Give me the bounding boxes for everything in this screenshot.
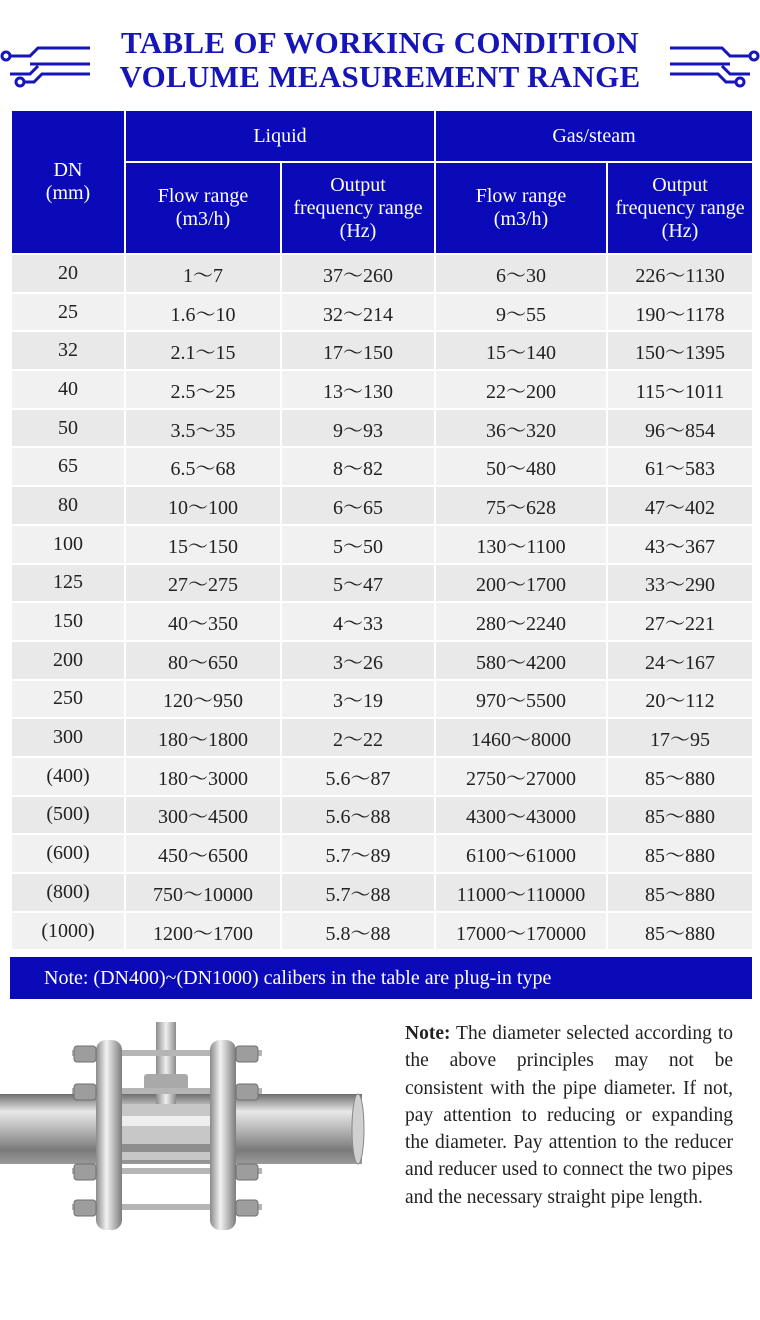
cell-liquid-output-frequency: 5.6〜88 [281, 796, 435, 835]
cell-gas-output-frequency: 85〜880 [607, 757, 753, 796]
cell-dn: 125 [11, 564, 125, 603]
table-row [11, 409, 753, 448]
cell-dn: 80 [11, 486, 125, 525]
cell-gas-output-frequency: 190〜1178 [607, 293, 753, 332]
cell-liquid-output-frequency: 6〜65 [281, 486, 435, 525]
cell-gas-output-frequency: 61〜583 [607, 447, 753, 486]
cell-gas-output-frequency: 33〜290 [607, 564, 753, 603]
cell-dn: (500) [11, 796, 125, 835]
cell-gas-flow-range: 17000〜170000 [435, 912, 607, 951]
cell-gas-flow-range: 22〜200 [435, 370, 607, 409]
cell-dn: (400) [11, 757, 125, 796]
cell-liquid-output-frequency: 37〜260 [281, 254, 435, 293]
cell-gas-flow-range: 75〜628 [435, 486, 607, 525]
table-row [11, 680, 753, 719]
table-row [11, 331, 753, 370]
cell-gas-flow-range: 4300〜43000 [435, 796, 607, 835]
table-row [11, 525, 753, 564]
cell-gas-flow-range: 2750〜27000 [435, 757, 607, 796]
cell-gas-output-frequency: 226〜1130 [607, 254, 753, 293]
cell-dn: 50 [11, 409, 125, 448]
cell-liquid-flow-range: 40〜350 [125, 602, 281, 641]
cell-dn: 65 [11, 447, 125, 486]
cell-liquid-flow-range: 450〜6500 [125, 834, 281, 873]
header-liquid-output-frequency: Output frequency range (Hz) [281, 162, 435, 254]
cell-gas-output-frequency: 115〜1011 [607, 370, 753, 409]
cell-gas-flow-range: 130〜1100 [435, 525, 607, 564]
cell-liquid-output-frequency: 32〜214 [281, 293, 435, 332]
cell-liquid-flow-range: 300〜4500 [125, 796, 281, 835]
cell-gas-output-frequency: 27〜221 [607, 602, 753, 641]
cell-dn: 100 [11, 525, 125, 564]
cell-gas-output-frequency: 85〜880 [607, 912, 753, 951]
cell-liquid-output-frequency: 9〜93 [281, 409, 435, 448]
table-footer-note: Note: (DN400)~(DN1000) calibers in the table are plug-in type [10, 957, 752, 999]
table-row [11, 447, 753, 486]
cell-liquid-flow-range: 180〜3000 [125, 757, 281, 796]
cell-gas-output-frequency: 43〜367 [607, 525, 753, 564]
cell-liquid-output-frequency: 2〜22 [281, 718, 435, 757]
circuit-decoration-right-icon [668, 42, 760, 92]
table-row [11, 834, 753, 873]
cell-dn: 25 [11, 293, 125, 332]
table-row [11, 370, 753, 409]
cell-gas-output-frequency: 17〜95 [607, 718, 753, 757]
table-body [11, 254, 753, 950]
cell-liquid-flow-range: 120〜950 [125, 680, 281, 719]
cell-gas-flow-range: 11000〜110000 [435, 873, 607, 912]
cell-gas-flow-range: 6〜30 [435, 254, 607, 293]
page-title-line2: VOLUME MEASUREMENT RANGE [119, 59, 641, 94]
header-gas-flow-range: Flow range (m3/h) [435, 162, 607, 254]
cell-liquid-flow-range: 750〜10000 [125, 873, 281, 912]
table-row [11, 602, 753, 641]
cell-liquid-output-frequency: 4〜33 [281, 602, 435, 641]
cell-gas-flow-range: 15〜140 [435, 331, 607, 370]
table-row [11, 796, 753, 835]
cell-dn: 40 [11, 370, 125, 409]
table-row [11, 718, 753, 757]
cell-dn: 300 [11, 718, 125, 757]
cell-liquid-flow-range: 1200〜1700 [125, 912, 281, 951]
cell-liquid-output-frequency: 3〜26 [281, 641, 435, 680]
cell-gas-flow-range: 1460〜8000 [435, 718, 607, 757]
cell-liquid-output-frequency: 3〜19 [281, 680, 435, 719]
cell-gas-flow-range: 280〜2240 [435, 602, 607, 641]
header-dn: DN (mm) [11, 110, 125, 254]
cell-gas-flow-range: 970〜5500 [435, 680, 607, 719]
bottom-note-label: Note: [405, 1023, 451, 1044]
cell-liquid-output-frequency: 5.7〜88 [281, 873, 435, 912]
cell-gas-flow-range: 36〜320 [435, 409, 607, 448]
cell-dn: 32 [11, 331, 125, 370]
cell-dn: 150 [11, 602, 125, 641]
cell-liquid-output-frequency: 13〜130 [281, 370, 435, 409]
cell-liquid-flow-range: 2.5〜25 [125, 370, 281, 409]
header-liquid-flow-range: Flow range (m3/h) [125, 162, 281, 254]
bottom-note [405, 1020, 733, 1211]
cell-gas-output-frequency: 47〜402 [607, 486, 753, 525]
table-row [11, 486, 753, 525]
cell-liquid-output-frequency: 17〜150 [281, 331, 435, 370]
cell-liquid-flow-range: 15〜150 [125, 525, 281, 564]
cell-gas-output-frequency: 24〜167 [607, 641, 753, 680]
cell-liquid-flow-range: 2.1〜15 [125, 331, 281, 370]
cell-dn: 250 [11, 680, 125, 719]
header-gas-output-frequency: Output frequency range (Hz) [607, 162, 753, 254]
cell-gas-flow-range: 200〜1700 [435, 564, 607, 603]
cell-liquid-flow-range: 27〜275 [125, 564, 281, 603]
cell-liquid-flow-range: 80〜650 [125, 641, 281, 680]
cell-liquid-output-frequency: 5〜47 [281, 564, 435, 603]
cell-liquid-flow-range: 1〜7 [125, 254, 281, 293]
page-title-line1: TABLE OF WORKING CONDITION [121, 25, 639, 60]
cell-gas-output-frequency: 20〜112 [607, 680, 753, 719]
cell-liquid-flow-range: 6.5〜68 [125, 447, 281, 486]
table-row [11, 254, 753, 293]
cell-liquid-flow-range: 180〜1800 [125, 718, 281, 757]
flowmeter-device-image [0, 1018, 372, 1250]
cell-gas-output-frequency: 96〜854 [607, 409, 753, 448]
cell-gas-flow-range: 580〜4200 [435, 641, 607, 680]
cell-dn: (1000) [11, 912, 125, 951]
header-gas-steam: Gas/steam [435, 110, 753, 162]
table-row [11, 873, 753, 912]
cell-liquid-output-frequency: 5〜50 [281, 525, 435, 564]
cell-liquid-output-frequency: 5.8〜88 [281, 912, 435, 951]
bottom-note-text: The diameter selected according to the above principles may not be consistent with the pipe diameter. If not, pay attention to reducing or expanding the diameter. Pay attention to the reducer and reducer used to connect the two pipes and the necessary straight pipe length. [405, 1023, 733, 1208]
measurement-range-table [10, 109, 752, 951]
cell-gas-flow-range: 9〜55 [435, 293, 607, 332]
cell-liquid-output-frequency: 5.6〜87 [281, 757, 435, 796]
table-row [11, 641, 753, 680]
cell-gas-output-frequency: 85〜880 [607, 796, 753, 835]
table-row [11, 912, 753, 951]
cell-gas-flow-range: 50〜480 [435, 447, 607, 486]
cell-gas-output-frequency: 85〜880 [607, 834, 753, 873]
cell-dn: 200 [11, 641, 125, 680]
cell-dn: (600) [11, 834, 125, 873]
header-liquid: Liquid [125, 110, 435, 162]
cell-liquid-flow-range: 10〜100 [125, 486, 281, 525]
cell-gas-output-frequency: 150〜1395 [607, 331, 753, 370]
cell-dn: (800) [11, 873, 125, 912]
cell-dn: 20 [11, 254, 125, 293]
table-row [11, 293, 753, 332]
cell-gas-output-frequency: 85〜880 [607, 873, 753, 912]
cell-gas-flow-range: 6100〜61000 [435, 834, 607, 873]
cell-liquid-output-frequency: 8〜82 [281, 447, 435, 486]
cell-liquid-output-frequency: 5.7〜89 [281, 834, 435, 873]
title-block [0, 22, 760, 94]
cell-liquid-flow-range: 3.5〜35 [125, 409, 281, 448]
table-row [11, 757, 753, 796]
cell-liquid-flow-range: 1.6〜10 [125, 293, 281, 332]
table-row [11, 564, 753, 603]
